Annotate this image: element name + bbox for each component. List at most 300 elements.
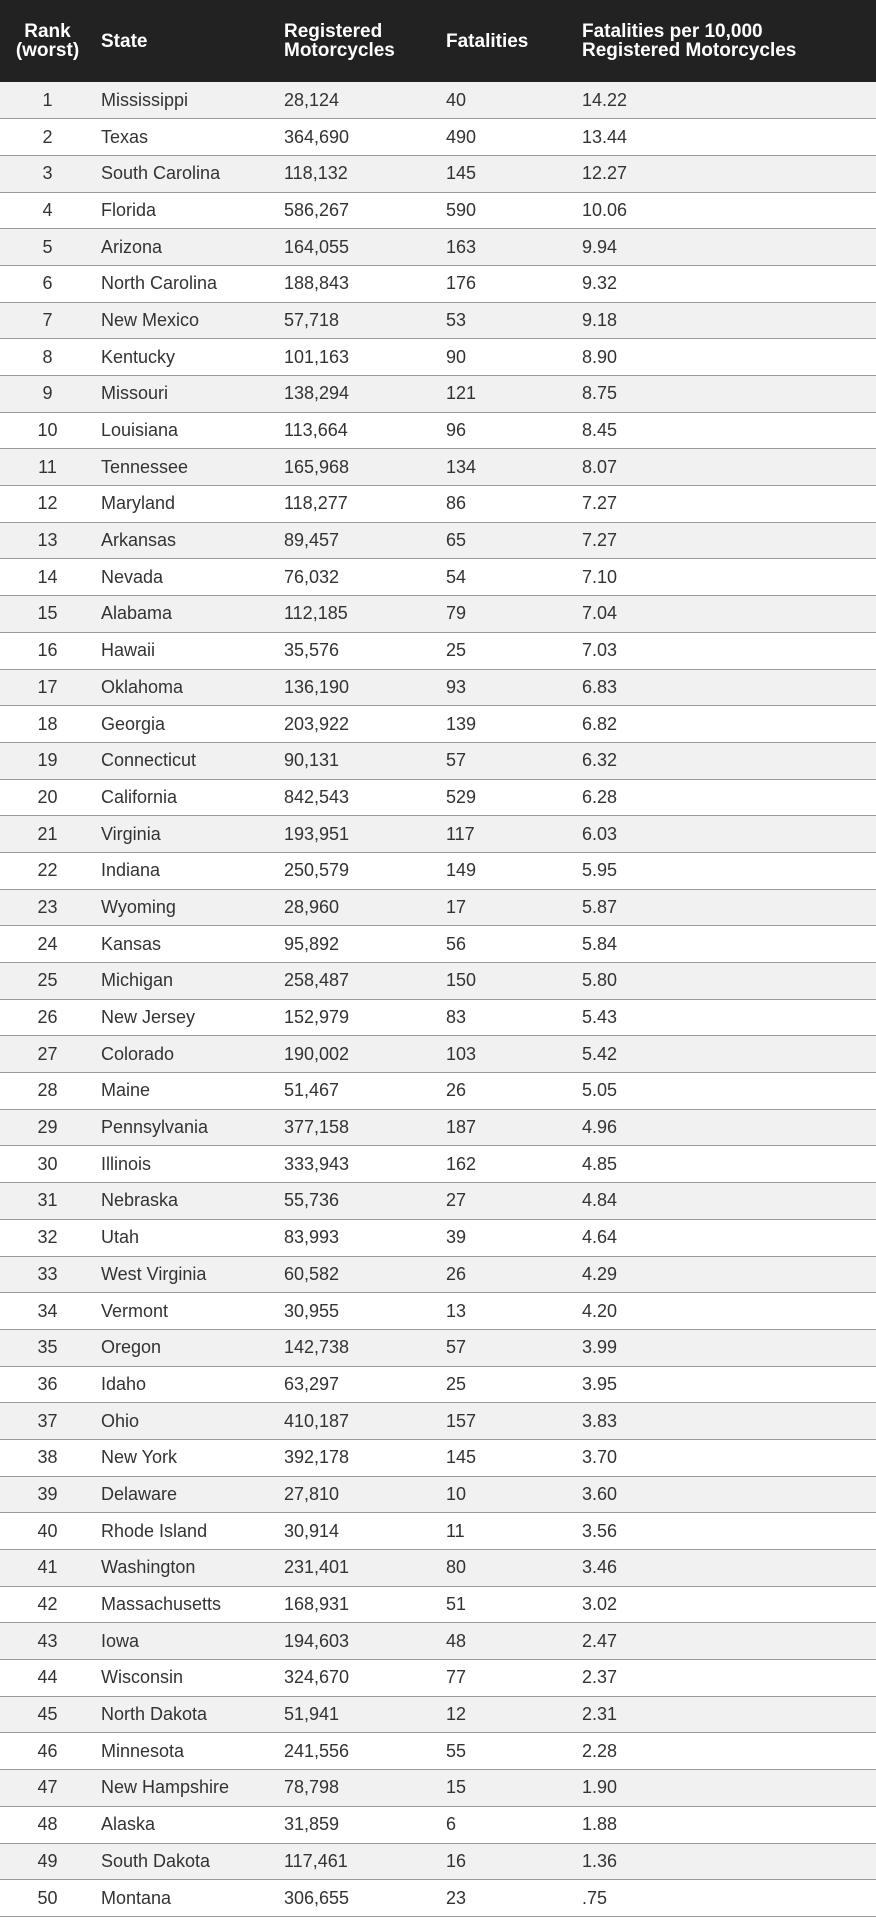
cell-fatalities: 53 (446, 309, 467, 330)
cell-registered: 76,032 (284, 566, 340, 587)
cell-rank: 8 (42, 346, 53, 367)
table-header (0, 0, 876, 82)
cell-rate: 3.56 (582, 1520, 618, 1541)
cell-rank: 41 (37, 1557, 58, 1578)
header-registered-line1: Registered (284, 21, 383, 42)
cell-rate: 2.28 (582, 1740, 618, 1761)
cell-state: Massachusetts (101, 1594, 222, 1615)
cell-rate: 8.75 (582, 383, 618, 404)
cell-registered: 35,576 (284, 640, 340, 661)
cell-fatalities: 57 (446, 750, 467, 771)
cell-state: Delaware (101, 1483, 178, 1504)
cell-state: South Carolina (101, 163, 221, 184)
cell-fatalities: 529 (446, 786, 477, 807)
table-row (0, 559, 876, 596)
cell-rate: 3.02 (582, 1594, 618, 1615)
cell-registered: 117,461 (284, 1850, 348, 1871)
cell-rank: 33 (37, 1263, 58, 1284)
cell-fatalities: 96 (446, 420, 467, 441)
cell-fatalities: 57 (446, 1337, 467, 1358)
cell-rank: 26 (37, 1007, 58, 1028)
cell-fatalities: 11 (446, 1520, 465, 1541)
cell-rank: 44 (37, 1667, 58, 1688)
cell-fatalities: 25 (446, 1373, 467, 1394)
cell-rate: 4.64 (582, 1227, 618, 1248)
cell-rate: 7.10 (582, 566, 618, 587)
header-rate-line2: Registered Motorcycles (582, 40, 797, 61)
cell-rank: 39 (37, 1483, 58, 1504)
cell-fatalities: 145 (446, 163, 477, 184)
table-row (0, 265, 876, 302)
cell-rank: 2 (42, 126, 53, 147)
cell-rank: 45 (37, 1704, 58, 1725)
cell-rank: 25 (37, 970, 58, 991)
cell-state: Colorado (101, 1043, 175, 1064)
table-row (0, 82, 876, 119)
cell-rank: 13 (37, 530, 58, 551)
cell-rank: 42 (37, 1594, 58, 1615)
cell-registered: 136,190 (284, 676, 350, 697)
cell-registered: 194,603 (284, 1630, 350, 1651)
table-row (0, 889, 876, 926)
cell-state: Wyoming (101, 896, 176, 917)
cell-rank: 12 (37, 493, 58, 514)
header-state-label: State (101, 30, 148, 52)
cell-rank: 50 (37, 1887, 58, 1908)
cell-rate: 7.04 (582, 603, 618, 624)
cell-fatalities: 48 (446, 1630, 467, 1651)
cell-registered: 364,690 (284, 126, 350, 147)
cell-rate: 5.43 (582, 1007, 618, 1028)
cell-state: Maine (101, 1080, 151, 1101)
cell-state: Montana (101, 1887, 172, 1908)
cell-state: Nevada (101, 566, 164, 587)
cell-rank: 24 (37, 933, 58, 954)
cell-state: Georgia (101, 713, 166, 734)
cell-fatalities: 25 (446, 640, 467, 661)
cell-registered: 101,163 (284, 346, 350, 367)
cell-registered: 28,124 (284, 89, 340, 110)
cell-rate: 7.27 (582, 530, 618, 551)
cell-registered: 258,487 (284, 970, 350, 991)
table-row (0, 706, 876, 743)
cell-fatalities: 80 (446, 1557, 467, 1578)
cell-rate: 6.28 (582, 786, 618, 807)
cell-fatalities: 12 (446, 1704, 467, 1725)
cell-rate: 4.29 (582, 1263, 618, 1284)
table-row (0, 1880, 876, 1917)
table-row (0, 1623, 876, 1660)
cell-state: Florida (101, 199, 157, 220)
cell-rate: 7.27 (582, 493, 618, 514)
cell-rank: 27 (37, 1043, 58, 1064)
table-row (0, 669, 876, 706)
cell-rank: 20 (37, 786, 58, 807)
cell-state: California (101, 786, 178, 807)
table-row (0, 1586, 876, 1623)
cell-fatalities: 51 (446, 1594, 467, 1615)
cell-registered: 188,843 (284, 273, 350, 294)
cell-fatalities: 187 (446, 1117, 477, 1138)
cell-fatalities: 590 (446, 199, 477, 220)
cell-rank: 49 (37, 1850, 58, 1871)
cell-rate: 3.70 (582, 1447, 618, 1468)
cell-registered: 31,859 (284, 1814, 340, 1835)
table-row (0, 486, 876, 523)
cell-state: Indiana (101, 860, 161, 881)
cell-rank: 17 (37, 676, 58, 697)
cell-rate: 8.07 (582, 456, 618, 477)
table-row (0, 1660, 876, 1697)
table-row (0, 192, 876, 229)
cell-rank: 28 (37, 1080, 58, 1101)
cell-registered: 203,922 (284, 713, 350, 734)
cell-registered: 30,955 (284, 1300, 340, 1321)
cell-fatalities: 6 (446, 1814, 457, 1835)
cell-registered: 164,055 (284, 236, 350, 257)
cell-state: Rhode Island (101, 1520, 208, 1541)
cell-registered: 60,582 (284, 1263, 340, 1284)
cell-rank: 38 (37, 1447, 58, 1468)
cell-state: Wisconsin (101, 1667, 184, 1688)
cell-state: Illinois (101, 1153, 152, 1174)
cell-state: Alabama (101, 603, 173, 624)
cell-state: Ohio (101, 1410, 140, 1431)
cell-fatalities: 56 (446, 933, 467, 954)
cell-fatalities: 145 (446, 1447, 477, 1468)
cell-rank: 34 (37, 1300, 58, 1321)
cell-state: Iowa (101, 1630, 140, 1651)
cell-fatalities: 162 (446, 1153, 477, 1174)
cell-state: Kentucky (101, 346, 176, 367)
table-row (0, 852, 876, 889)
cell-fatalities: 117 (446, 823, 475, 844)
cell-fatalities: 157 (446, 1410, 477, 1431)
cell-fatalities: 15 (446, 1777, 467, 1798)
cell-rate: 8.45 (582, 420, 618, 441)
cell-rate: 2.37 (582, 1667, 618, 1688)
cell-state: North Dakota (101, 1704, 208, 1725)
cell-state: Utah (101, 1227, 140, 1248)
cell-registered: 250,579 (284, 860, 350, 881)
cell-registered: 63,297 (284, 1373, 340, 1394)
cell-rank: 5 (42, 236, 53, 257)
cell-rank: 47 (37, 1777, 58, 1798)
cell-rank: 43 (37, 1630, 58, 1651)
cell-state: Michigan (101, 970, 174, 991)
cell-rate: 1.36 (582, 1850, 618, 1871)
cell-registered: 28,960 (284, 896, 340, 917)
cell-state: Missouri (101, 383, 169, 404)
cell-rate: 13.44 (582, 126, 628, 147)
cell-state: New York (101, 1447, 178, 1468)
cell-registered: 118,132 (284, 163, 348, 184)
cell-registered: 152,979 (284, 1007, 350, 1028)
cell-rate: 5.05 (582, 1080, 618, 1101)
cell-registered: 57,718 (284, 309, 340, 330)
cell-fatalities: 149 (446, 860, 477, 881)
cell-state: Arkansas (101, 530, 177, 551)
header-rank-line2: (worst) (15, 40, 80, 61)
header-rank (0, 0, 95, 82)
cell-rank: 19 (37, 750, 58, 771)
cell-rate: 5.84 (582, 933, 618, 954)
cell-registered: 168,931 (284, 1594, 350, 1615)
cell-rate: 1.90 (582, 1777, 618, 1798)
cell-registered: 377,158 (284, 1117, 350, 1138)
cell-state: Oregon (101, 1337, 162, 1358)
table-row (0, 1403, 876, 1440)
cell-fatalities: 150 (446, 970, 477, 991)
table-row (0, 302, 876, 339)
cell-rate: 4.20 (582, 1300, 618, 1321)
cell-state: Idaho (101, 1373, 147, 1394)
cell-rank: 11 (38, 456, 57, 477)
cell-rate: 6.82 (582, 713, 618, 734)
cell-fatalities: 83 (446, 1007, 467, 1028)
cell-registered: 112,185 (284, 603, 348, 624)
header-row (0, 0, 876, 82)
cell-registered: 231,401 (284, 1557, 350, 1578)
table-row (0, 596, 876, 633)
cell-fatalities: 27 (446, 1190, 467, 1211)
header-state (95, 0, 278, 82)
table-row (0, 412, 876, 449)
cell-registered: 586,267 (284, 199, 350, 220)
cell-rate: 3.60 (582, 1483, 618, 1504)
cell-rate: 9.94 (582, 236, 618, 257)
cell-rate: 6.32 (582, 750, 618, 771)
cell-fatalities: 17 (446, 896, 467, 917)
table-row (0, 1843, 876, 1880)
table-row (0, 816, 876, 853)
cell-registered: 193,951 (284, 823, 350, 844)
cell-registered: 165,968 (284, 456, 350, 477)
table-row (0, 1146, 876, 1183)
table-row (0, 1770, 876, 1807)
header-registered (278, 0, 440, 82)
cell-state: Hawaii (101, 640, 156, 661)
table-row (0, 1806, 876, 1843)
table-row (0, 522, 876, 559)
header-rate-line1: Fatalities per 10,000 (582, 21, 763, 42)
cell-registered: 333,943 (284, 1153, 350, 1174)
cell-state: Oklahoma (101, 676, 184, 697)
table-row (0, 999, 876, 1036)
cell-rank: 23 (37, 896, 58, 917)
cell-rate: 4.96 (582, 1117, 618, 1138)
table-row (0, 1329, 876, 1366)
cell-rank: 48 (37, 1814, 58, 1835)
cell-state: Maryland (101, 493, 176, 514)
cell-rank: 4 (42, 199, 53, 220)
cell-fatalities: 65 (446, 530, 467, 551)
cell-fatalities: 134 (446, 456, 477, 477)
cell-registered: 324,670 (284, 1667, 350, 1688)
cell-rate: 3.46 (582, 1557, 618, 1578)
cell-rate: 3.83 (582, 1410, 618, 1431)
cell-fatalities: 55 (446, 1740, 467, 1761)
cell-rate: 2.47 (582, 1630, 618, 1651)
cell-rate: .75 (582, 1887, 608, 1908)
cell-rank: 29 (37, 1117, 58, 1138)
cell-rank: 35 (37, 1337, 58, 1358)
cell-registered: 55,736 (284, 1190, 340, 1211)
cell-fatalities: 176 (446, 273, 477, 294)
cell-state: Texas (101, 126, 149, 147)
cell-registered: 138,294 (284, 383, 350, 404)
table-row (0, 1183, 876, 1220)
cell-rate: 5.87 (582, 896, 618, 917)
cell-state: Tennessee (101, 456, 189, 477)
cell-state: Washington (101, 1557, 196, 1578)
cell-rank: 46 (37, 1740, 58, 1761)
cell-fatalities: 13 (446, 1300, 467, 1321)
cell-rank: 6 (42, 273, 53, 294)
cell-rate: 9.32 (582, 273, 618, 294)
cell-fatalities: 26 (446, 1263, 467, 1284)
cell-rank: 18 (37, 713, 58, 734)
cell-state: North Carolina (101, 273, 218, 294)
cell-state: New Jersey (101, 1007, 196, 1028)
cell-fatalities: 163 (446, 236, 477, 257)
cell-registered: 78,798 (284, 1777, 340, 1798)
cell-rate: 12.27 (582, 163, 628, 184)
cell-registered: 118,277 (284, 493, 348, 514)
table-row (0, 119, 876, 156)
table-row (0, 449, 876, 486)
cell-rank: 22 (37, 860, 58, 881)
table-row (0, 155, 876, 192)
table-row (0, 926, 876, 963)
cell-registered: 83,993 (284, 1227, 340, 1248)
cell-rank: 10 (37, 420, 58, 441)
cell-fatalities: 40 (446, 89, 467, 110)
header-fatalities (440, 0, 576, 82)
table-row (0, 1696, 876, 1733)
table-row (0, 1513, 876, 1550)
cell-rank: 36 (37, 1373, 58, 1394)
table-row (0, 779, 876, 816)
cell-rate: 10.06 (582, 199, 628, 220)
table-row (0, 1476, 876, 1513)
cell-rate: 5.42 (582, 1043, 618, 1064)
table-row (0, 1256, 876, 1293)
cell-fatalities: 139 (446, 713, 477, 734)
table-row (0, 742, 876, 779)
cell-registered: 95,892 (284, 933, 340, 954)
cell-state: Louisiana (101, 420, 179, 441)
cell-rate: 2.31 (582, 1704, 618, 1725)
table-row (0, 229, 876, 266)
table-row (0, 339, 876, 376)
cell-fatalities: 26 (446, 1080, 467, 1101)
cell-rate: 9.18 (582, 309, 618, 330)
cell-state: Pennsylvania (101, 1117, 209, 1138)
cell-state: Alaska (101, 1814, 156, 1835)
cell-rate: 5.95 (582, 860, 618, 881)
cell-registered: 90,131 (284, 750, 340, 771)
cell-rate: 6.03 (582, 823, 618, 844)
table-row (0, 1293, 876, 1330)
cell-state: Minnesota (101, 1740, 185, 1761)
cell-state: West Virginia (101, 1263, 207, 1284)
table-row (0, 1109, 876, 1146)
table-row (0, 376, 876, 413)
table-row (0, 1550, 876, 1587)
cell-rank: 1 (42, 89, 53, 110)
cell-rate: 6.83 (582, 676, 618, 697)
cell-fatalities: 79 (446, 603, 467, 624)
cell-fatalities: 77 (446, 1667, 467, 1688)
table-row (0, 1073, 876, 1110)
cell-registered: 113,664 (284, 420, 348, 441)
cell-rank: 15 (37, 603, 58, 624)
cell-registered: 30,914 (284, 1520, 340, 1541)
cell-fatalities: 16 (446, 1850, 467, 1871)
cell-rate: 4.85 (582, 1153, 618, 1174)
cell-rank: 31 (37, 1190, 58, 1211)
cell-state: Virginia (101, 823, 161, 844)
cell-fatalities: 10 (446, 1483, 467, 1504)
table-row (0, 1036, 876, 1073)
table-row (0, 632, 876, 669)
cell-rate: 14.22 (582, 89, 628, 110)
cell-rate: 8.90 (582, 346, 618, 367)
table-body (0, 82, 876, 1916)
cell-registered: 241,556 (284, 1740, 350, 1761)
header-registered-line2: Motorcycles (284, 40, 395, 61)
cell-rank: 37 (37, 1410, 58, 1431)
cell-state: Arizona (101, 236, 163, 257)
cell-fatalities: 86 (446, 493, 467, 514)
header-rate (576, 0, 876, 82)
cell-state: South Dakota (101, 1850, 211, 1871)
cell-fatalities: 90 (446, 346, 467, 367)
cell-state: Vermont (101, 1300, 169, 1321)
table-row (0, 1219, 876, 1256)
header-rank-line1: Rank (24, 21, 71, 42)
cell-registered: 51,467 (284, 1080, 340, 1101)
cell-rank: 9 (42, 383, 53, 404)
cell-fatalities: 103 (446, 1043, 477, 1064)
cell-rank: 30 (37, 1153, 58, 1174)
cell-rank: 40 (37, 1520, 58, 1541)
table-row (0, 1366, 876, 1403)
cell-registered: 89,457 (284, 530, 340, 551)
cell-rank: 16 (37, 640, 58, 661)
cell-rank: 7 (42, 309, 53, 330)
cell-registered: 306,655 (284, 1887, 350, 1908)
cell-fatalities: 54 (446, 566, 467, 587)
cell-registered: 51,941 (284, 1704, 340, 1725)
cell-rank: 32 (37, 1227, 58, 1248)
cell-fatalities: 121 (446, 383, 477, 404)
cell-state: Kansas (101, 933, 162, 954)
table-row (0, 963, 876, 1000)
cell-registered: 190,002 (284, 1043, 350, 1064)
cell-fatalities: 23 (446, 1887, 467, 1908)
cell-rate: 4.84 (582, 1190, 618, 1211)
cell-rate: 3.99 (582, 1337, 618, 1358)
cell-state: Nebraska (101, 1190, 179, 1211)
cell-registered: 27,810 (284, 1483, 340, 1504)
cell-rate: 1.88 (582, 1814, 618, 1835)
cell-registered: 142,738 (284, 1337, 350, 1358)
header-fatalities-label: Fatalities (446, 30, 529, 52)
cell-fatalities: 490 (446, 126, 477, 147)
cell-rank: 21 (37, 823, 58, 844)
